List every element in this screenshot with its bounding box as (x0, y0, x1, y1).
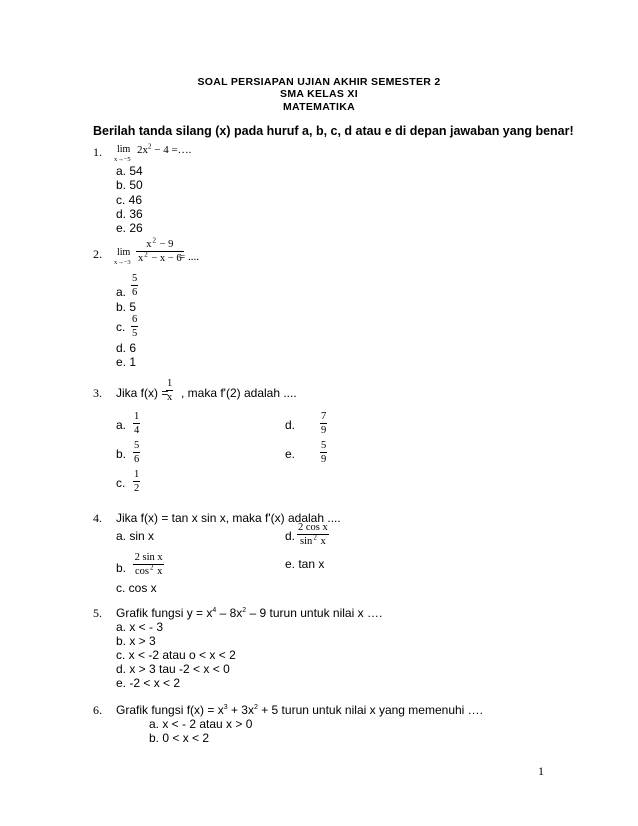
q3-option-b[interactable]: b. (116, 447, 127, 461)
q2-option-a[interactable]: a. (116, 285, 127, 299)
q4-option-c[interactable]: c. cos x (116, 581, 157, 595)
q2-fraction (136, 238, 184, 265)
header-class: SMA KELAS XI (280, 88, 358, 100)
q5-option-a[interactable]: a. x < - 3 (116, 620, 164, 634)
header-title: SOAL PERSIAPAN UJIAN AKHIR SEMESTER 2 (197, 76, 441, 88)
q1-option-e[interactable]: e. 26 (116, 221, 143, 235)
q3-number: 3. (93, 386, 102, 400)
q4-option-b[interactable]: b. (116, 561, 127, 575)
q5-option-d[interactable]: d. x > 3 tau -2 < x < 0 (116, 662, 230, 676)
q1-option-c[interactable]: c. 46 (116, 193, 143, 207)
page-number: 1 (538, 764, 544, 778)
q2-number: 2. (93, 247, 102, 261)
q1-lim-sub: x→−5 (114, 156, 131, 163)
q3-stem-fraction: 1 x (167, 378, 173, 403)
q4-stem: Jika f(x) = tan x sin x, maka f'(x) adalah .... (116, 511, 341, 525)
q2-option-c[interactable]: c. (116, 320, 126, 334)
q5-option-b[interactable]: b. x > 3 (116, 634, 156, 648)
q4-option-a[interactable]: a. sin x (116, 529, 155, 543)
q3-option-e-fraction: 5 9 (321, 440, 327, 465)
q3-option-d-fraction: 7 9 (321, 411, 327, 436)
q5-option-e[interactable]: e. -2 < x < 2 (116, 676, 181, 690)
q4-number: 4. (93, 511, 102, 525)
instruction: Berilah tanda silang (x) pada huruf a, b, c, d atau e di depan jawaban yang benar! (93, 124, 574, 138)
q1-option-b[interactable]: b. 50 (116, 178, 143, 192)
q5-option-c[interactable]: c. x < -2 atau o < x < 2 (116, 648, 236, 662)
q2-denominator: $x^2 - x - 6$ (138, 250, 182, 264)
q1-expression: $2x^2 - 4$ =…. (137, 142, 192, 156)
q6-number: 6. (93, 703, 102, 717)
q4-option-e[interactable]: e. tan x (285, 557, 325, 571)
q6-stem: Grafik fungsi $f(x) = x^3 + 3x^2 + 5$ turun untuk nilai x yang memenuhi …. (116, 703, 483, 717)
q5-number: 5. (93, 606, 102, 620)
q3-option-c-fraction: 1 2 (134, 469, 140, 494)
q5-stem: Grafik fungsi $y = x^4 - 8x^2 - 9$ turun untuk nilai x …. (116, 606, 383, 620)
q1-number: 1. (93, 145, 102, 159)
q2-option-c-fraction: 6 5 (132, 314, 138, 339)
q6-option-b[interactable]: b. 0 < x < 2 (149, 731, 210, 745)
q2-option-a-fraction: 5 6 (132, 273, 138, 298)
q2-numerator: $x^2 - 9$ (146, 236, 174, 250)
q3-option-d[interactable]: d. (285, 418, 296, 432)
q1-lim: lim (117, 144, 131, 155)
q2-option-e[interactable]: e. 1 (116, 355, 137, 369)
header-subject: MATEMATIKA (282, 101, 355, 113)
q3-stem-start: Jika f(x) = (116, 386, 169, 400)
q1-option-d[interactable]: d. 36 (116, 207, 143, 221)
q3-option-a[interactable]: a. (116, 418, 127, 432)
q2-tail: = .... (179, 251, 199, 263)
q3-option-b-fraction: 5 6 (134, 440, 140, 465)
q6-option-a[interactable]: a. x < - 2 atau x > 0 (149, 717, 253, 731)
q2-option-d[interactable]: d. 6 (116, 341, 137, 355)
q4-option-b-fraction: 2 sin x $\cos^2 x$ (134, 552, 163, 577)
q4-option-d[interactable]: d. (285, 529, 296, 543)
q2-lim: lim (117, 247, 131, 258)
q1-option-a[interactable]: a. 54 (116, 164, 143, 178)
q3-stem-end: , maka f'(2) adalah .... (181, 386, 297, 400)
q3-option-c[interactable]: c. (116, 476, 126, 490)
q3-option-e[interactable]: e. (285, 447, 296, 461)
q2-lim-sub: x→−3 (114, 259, 131, 266)
q2-option-b[interactable]: b. 5 (116, 300, 137, 314)
q4-option-d-fraction: 2 cos x $\sin^2 x$ (298, 522, 328, 547)
q3-option-a-fraction: 1 4 (134, 411, 140, 436)
